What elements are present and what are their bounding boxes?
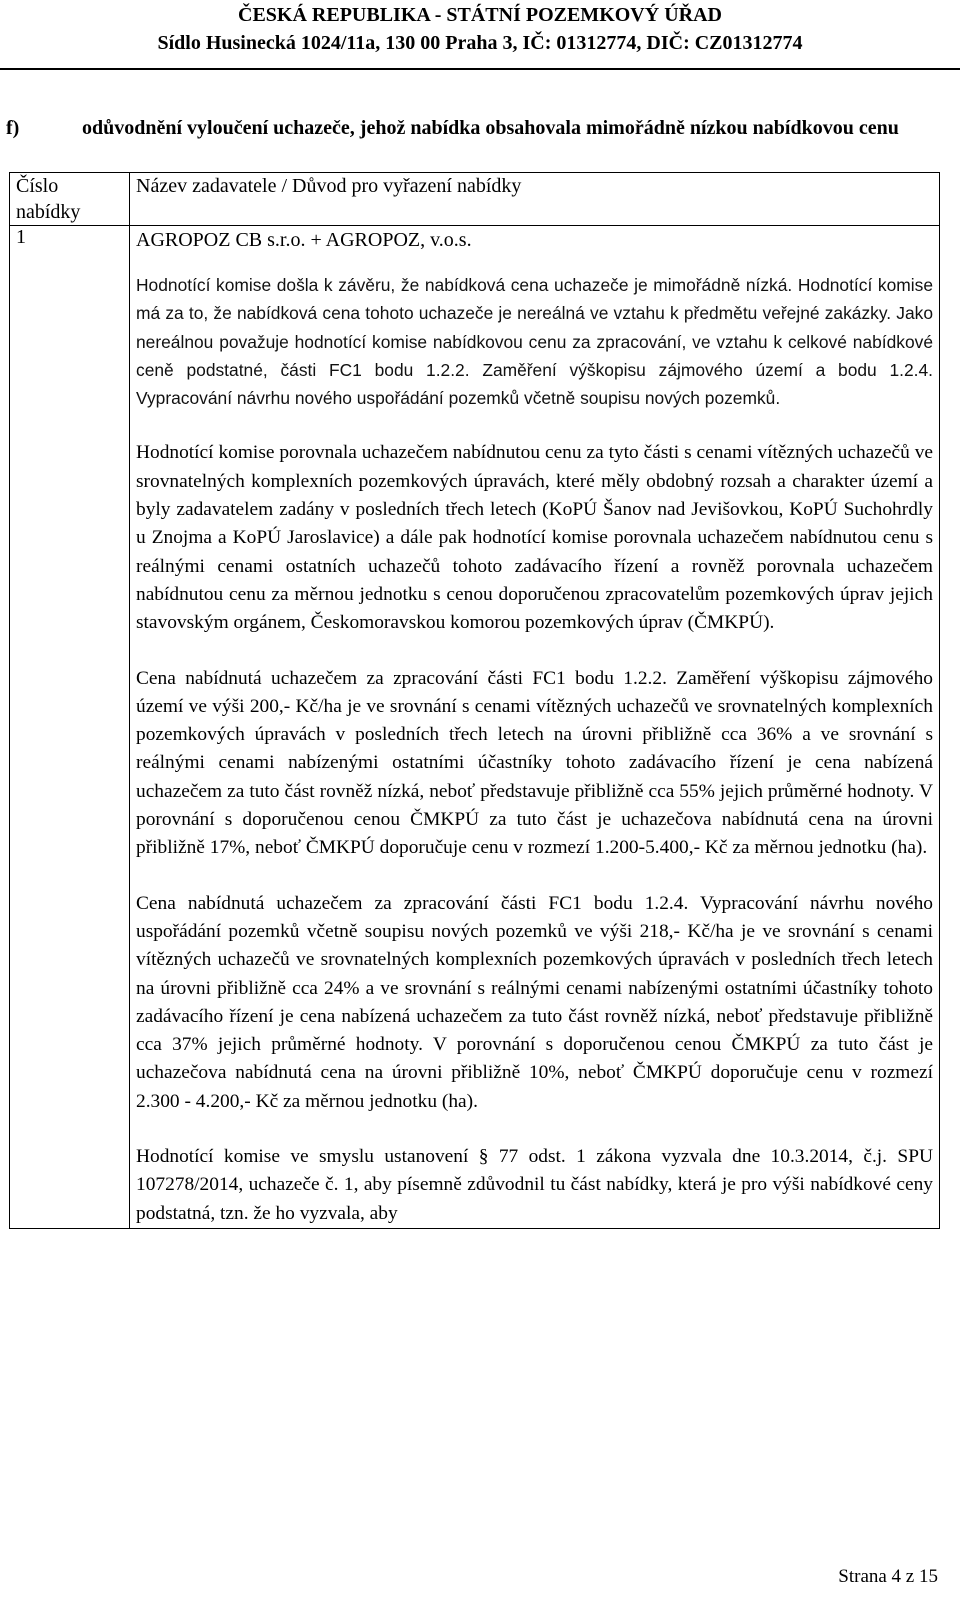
reason-paragraph: Hodnotící komise došla k závěru, že nabídková cena uchazeče je mimořádně nízká. Hodnotící komise má za to, že nabídková cena tohoto uchazeče je nereálná ve vztahu k předmětu veřejné zakázky. Jako nereálnou považuje hodnotící komise nabídkovou cenu za zpracování, ve vztahu k celkové nabídkové ceně podstatné, části FC1 bodu 1.2.2. Zaměření výškopisu zájmového území a bodu 1.2.4. Vypracování návrhu nového uspořádání pozemků včetně soupisu nových pozemků.	[136, 275, 933, 409]
header-divider	[0, 68, 960, 70]
reason-paragraph: Hodnotící komise ve smyslu ustanovení § 77 odst. 1 zákona vyzvala dne 10.3.2014, č.j. SPU 107278/2014, uchazeče č. 1, aby písemně zdůvodnil tu část nabídky, která je pro výši nabídkové ceny podstatná, tzn. že ho vyzvala, aby	[136, 1146, 933, 1224]
table-row	[10, 226, 940, 1229]
reason-paragraph: Cena nabídnutá uchazečem za zpracování části FC1 bodu 1.2.2. Zaměření výškopisu zájmového území ve výši 200,- Kč/ha je ve srovnání s cenami vítězných uchazečů ve srovnatelných komplexních pozemkových úpravách v posledních třech letech na úrovni přibližně cca 36% a ve srovnání s reálnými cenami nabízenými ostatními účastníky tohoto zadávacího řízení je cena nabízená uchazečem za tuto část rovněž nízká, neboť představuje přibližně cca 55% jejich průměrné hodnoty. V porovnání s doporučenou cenou ČMKPÚ za tuto část je uchazečova nabídnutá cena na úrovni přibližně 17%, neboť ČMKPÚ doporučuje cenu v rozmezí 1.200-5.400,- Kč za měrnou jednotku (ha).	[136, 667, 933, 859]
reason-paragraph: Hodnotící komise porovnala uchazečem nabídnutou cenu za tyto části s cenami vítězných uchazečů ve srovnatelných komplexních pozemkových úpravách, které měly obdobný rozsah a charakter území a byly zadavatelem zadány v posledních třech letech (KoPÚ Šanov nad Jevišovkou, KoPÚ Suchohrdly u Znojma a KoPÚ Jaroslavice) a dále pak hodnotící komise porovnala uchazečem nabídnutou cenu s reálnými cenami ostatních uchazečů tohoto zadávacího řízení a rovněž porovnala uchazečem nabídnutou cenu za měrnou jednotku s cenou doporučenou zpracovatelům pozemkových úprav jejich stavovským orgánem, Českomoravskou komorou pozemkových úprav (ČMKPÚ).	[136, 442, 933, 634]
letterhead	[0, 0, 960, 78]
offer-reason-cell	[130, 226, 940, 1229]
offer-number: 1	[10, 226, 130, 1229]
bidder-name: AGROPOZ CB s.r.o. + AGROPOZ, v.o.s.	[136, 229, 472, 251]
letterhead-title: ČESKÁ REPUBLIKA - STÁTNÍ POZEMKOVÝ ÚŘAD	[238, 4, 722, 26]
table-header-row	[10, 173, 940, 226]
section-heading	[6, 114, 936, 143]
reason-paragraph: Cena nabídnutá uchazečem za zpracování části FC1 bodu 1.2.4. Vypracování návrhu nového uspořádání pozemků včetně soupisu nových pozemků ve výši 218,- Kč/ha je ve srovnání s cenami vítězných uchazečů ve srovnatelných komplexních pozemkových úpravách v posledních třech letech na úrovni přibližně cca 24% a ve srovnání s reálnými cenami nabízenými ostatními účastníky tohoto zadávacího řízení je cena nabízená uchazečem za tuto část rovněž nízká, neboť představuje přibližně cca 37% jejich průměrné hodnoty. V porovnání s doporučenou cenou ČMKPÚ za tuto část je uchazečova nabídnutá cena na úrovni přibližně 10%, neboť ČMKPÚ doporučuje cenu v rozmezí 2.300 - 4.200,- Kč za měrnou jednotku (ha).	[136, 892, 933, 1112]
letterhead-address: Sídlo Husinecká 1024/11a, 130 00 Praha 3, IČ: 01312774, DIČ: CZ01312774	[157, 32, 803, 54]
section-label: f)	[6, 117, 20, 139]
col-reason-header: Název zadavatele / Důvod pro vyřazení nabídky	[130, 173, 940, 226]
offers-table	[9, 172, 940, 1229]
section-title: odůvodnění vyloučení uchazeče, jehož nabídka obsahovala mimořádně nízkou nabídkovou cenu	[82, 117, 899, 139]
col-number-header: Číslo nabídky	[10, 173, 130, 226]
page-number: Strana 4 z 15	[838, 1566, 938, 1587]
